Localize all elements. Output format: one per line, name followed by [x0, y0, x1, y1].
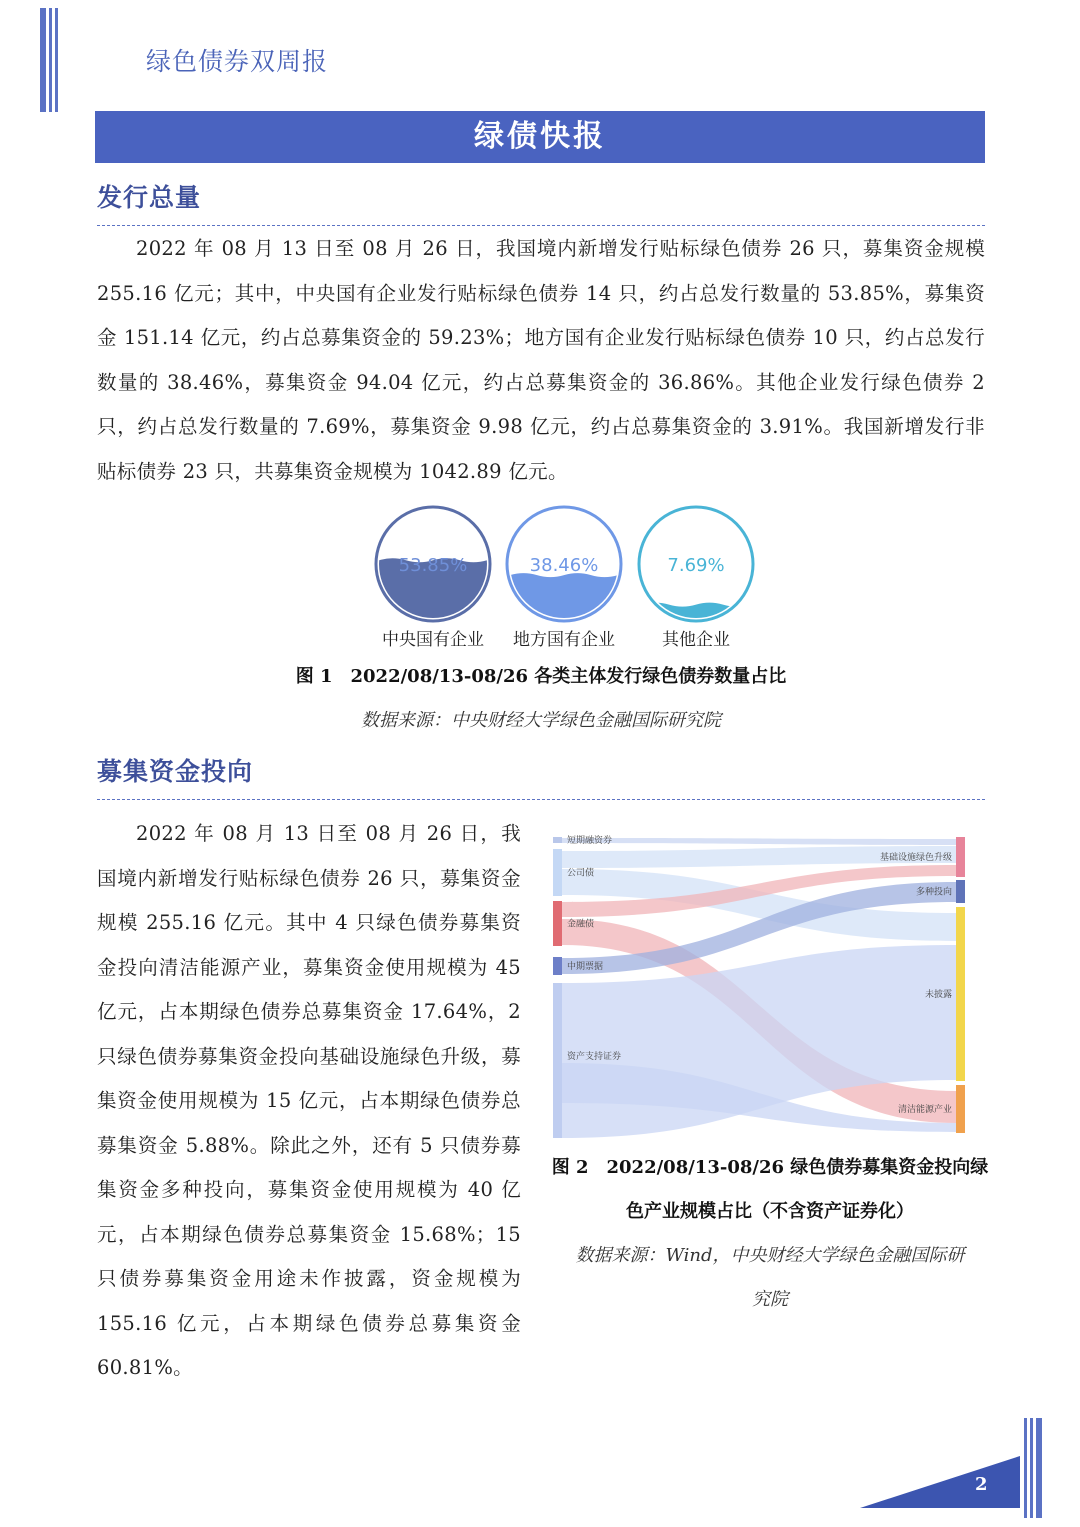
gauge-value: 7.69%: [667, 555, 725, 576]
footer-decoration: [1024, 1418, 1044, 1518]
figure2-source-line1: 数据来源：Wind，中央财经大学绿色金融国际研: [575, 1245, 965, 1266]
footer-triangle: [860, 1452, 1020, 1508]
figure2-source-line2: 究院: [752, 1289, 788, 1310]
figure2-caption-line2: 色产业规模占比（不含资产证券化）: [626, 1201, 914, 1222]
section-title-issuance: 发行总量: [97, 183, 202, 212]
sankey-source-node: [553, 849, 562, 896]
issuance-paragraph: [97, 227, 985, 494]
sankey-target-label: 清洁能源产业: [897, 1105, 952, 1115]
gauge-fill: [510, 573, 618, 618]
sankey-source-node: [553, 901, 562, 946]
report-header-title: 绿色债券双周报: [146, 47, 329, 76]
section-title-use-of-proceeds: 募集资金投向: [97, 757, 254, 786]
sankey-source-node: [553, 983, 562, 1138]
banner-title: 绿债快报: [95, 111, 985, 163]
section-divider: [97, 225, 985, 226]
sankey-target-node: [956, 1085, 965, 1133]
page-number: 2: [975, 1474, 988, 1495]
issuer-share-chart: [360, 500, 780, 650]
issuance-text: 2022 年 08 月 13 日至 08 月 26 日，我国境内新增发行贴标绿色债券 26 只，募集资金规模 255.16 亿元；其中，中央国有企业发行贴标绿色债券 14 只，约占总发行数量的 53.85%，募集资金 151.14 亿元，约占总募集资金的 59.23%；地方国有企业发行贴标绿色债券 10 只，约占总发行数量的 38.46%，募集资金 94.04 亿元，约占总募集资金的 36.86%。其他企业发行绿色债券 2 只，约占总发行数量的 7.69%，募集资金 9.98 亿元，约占总募集资金的 3.91%。我国新增发行非贴标债券 23 只，共募集资金规模为 1042.89 亿元。: [97, 237, 985, 483]
header-decoration: [40, 8, 66, 112]
figure2-caption-line1: 图 2 2022/08/13-08/26 绿色债券募集资金投向绿: [551, 1157, 989, 1178]
sankey-source-label: 资产支持证券: [567, 1052, 622, 1062]
sankey-target-node: [956, 837, 965, 877]
proceeds-sankey-chart: [553, 833, 971, 1138]
sankey-target-label: 基础设施绿色升级: [879, 853, 952, 863]
sankey-source-label: 金融债: [567, 919, 595, 930]
gauge-label-other: 其他企业: [662, 630, 730, 650]
figure1-source: 数据来源：中央财经大学绿色金融国际研究院: [361, 710, 721, 731]
gauge-label-local-soe: 地方国有企业: [513, 630, 615, 650]
sankey-source-label: 公司债: [567, 868, 595, 879]
proceeds-paragraph: [97, 812, 521, 1391]
sankey-target-node: [956, 907, 965, 1081]
sankey-target-label: 多种投向: [915, 887, 952, 898]
gauge-value: 53.85%: [398, 555, 468, 576]
section-divider: [97, 799, 985, 800]
sankey-source-node: [553, 837, 562, 843]
sankey-source-label: 短期融资券: [567, 836, 613, 846]
figure1-caption: 图 1 2022/08/13-08/26 各类主体发行绿色债券数量占比: [295, 666, 787, 687]
gauge-value: 38.46%: [529, 555, 599, 576]
sankey-source-node: [553, 957, 562, 975]
sankey-target-label: 未披露: [924, 990, 952, 1000]
sankey-target-node: [956, 880, 965, 903]
sankey-link: [562, 838, 956, 845]
proceeds-text: 2022 年 08 月 13 日至 08 月 26 日，我国境内新增发行贴标绿色债券 26 只，募集资金规模 255.16 亿元。其中 4 只绿色债券募集资金投向清洁能源产业，募集资金使用规模为 45 亿元，占本期绿色债券总募集资金 17.64%，2 只绿色债券募集资金投向基础设施绿色升级，募集资金使用规模为 15 亿元，占本期绿色债券总募集资金 5.88%。除此之外，还有 5 只债券募集资金多种投向，募集资金使用规模为 40 亿元，占本期绿色债券总募集资金 15.68%；15 只债券募集资金用途未作披露，资金规模为 155.16 亿元，占本期绿色债券总募集资金 60.81%。: [97, 822, 521, 1379]
sankey-svg: [553, 833, 971, 1138]
gauge-label-central-soe: 中央国有企业: [382, 630, 484, 650]
sankey-source-label: 中期票据: [567, 962, 604, 972]
